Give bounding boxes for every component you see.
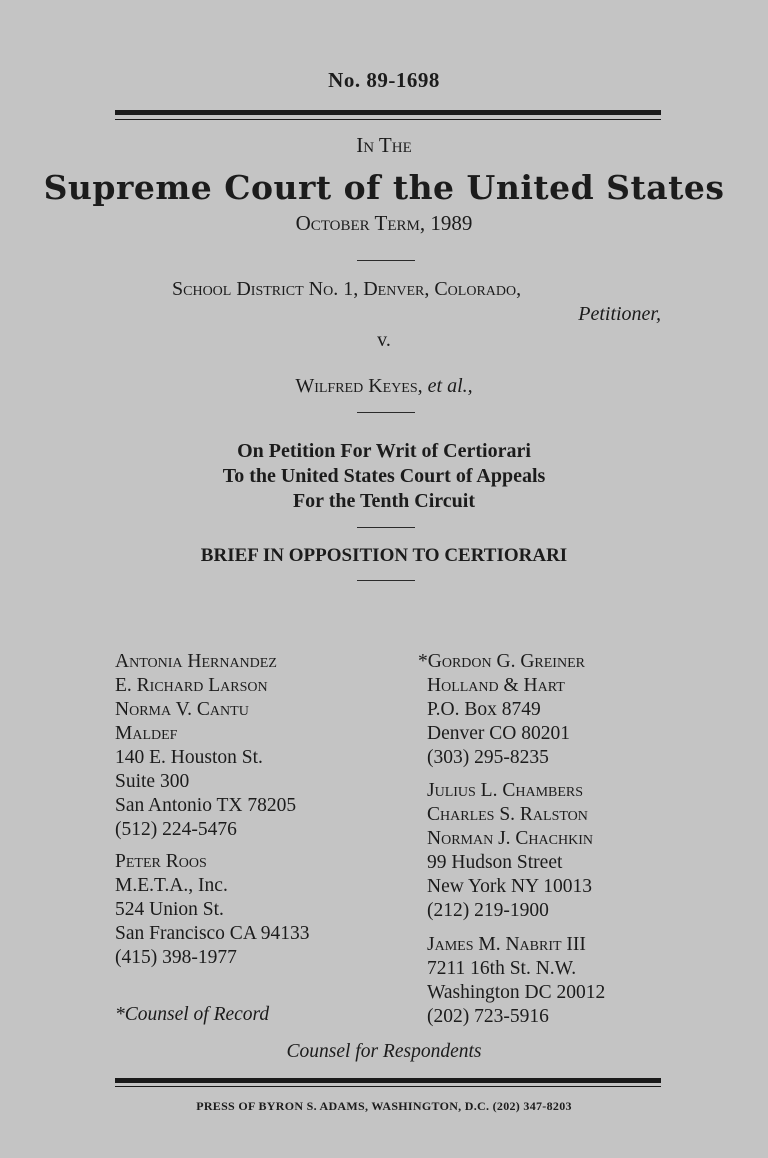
petitioner-role: Petitioner, bbox=[578, 303, 661, 325]
counsel-right-group-3 bbox=[427, 933, 605, 1029]
counsel-name: Antonia Hernandez bbox=[115, 651, 277, 672]
counsel-phone: (415) 398-1977 bbox=[115, 947, 237, 968]
counsel-street: 524 Union St. bbox=[115, 899, 224, 920]
printer-imprint: PRESS OF BYRON S. ADAMS, WASHINGTON, D.C. (202) 347-8203 bbox=[196, 1099, 572, 1113]
counsel-street: 140 E. Houston St. bbox=[115, 747, 263, 768]
brief-title: BRIEF IN OPPOSITION TO CERTIORARI bbox=[200, 545, 568, 566]
bottom-rule-thin bbox=[115, 1086, 661, 1087]
counsel-street: 7211 16th St. N.W. bbox=[427, 958, 577, 979]
counsel-for-respondents: Counsel for Respondents bbox=[286, 1041, 482, 1062]
docket-number: No. 89-1698 bbox=[328, 68, 440, 92]
counsel-suite: Suite 300 bbox=[115, 771, 190, 792]
counsel-phone: (512) 224-5476 bbox=[115, 819, 237, 840]
divider-1 bbox=[357, 260, 415, 261]
counsel-left-group-1 bbox=[115, 650, 296, 842]
counsel-street: 99 Hudson Street bbox=[427, 852, 563, 873]
counsel-firm: Holland & Hart bbox=[427, 675, 565, 696]
petition-line-2: To the United States Court of Appeals bbox=[222, 465, 546, 487]
respondent-name: Wilfred Keyes, bbox=[295, 375, 423, 397]
counsel-city: San Francisco CA 94133 bbox=[115, 923, 310, 944]
top-rule-thick bbox=[115, 110, 661, 115]
bottom-rule-thick bbox=[115, 1078, 661, 1083]
counsel-name: Peter Roos bbox=[115, 851, 207, 872]
petition-line-1: On Petition For Writ of Certiorari bbox=[237, 440, 531, 462]
counsel-name: E. Richard Larson bbox=[115, 675, 268, 696]
counsel-right-group-1 bbox=[418, 650, 585, 770]
respondent-etal: et al., bbox=[427, 375, 473, 397]
counsel-organization: Maldef bbox=[115, 723, 178, 744]
counsel-phone: (212) 219-1900 bbox=[427, 900, 549, 921]
versus: v. bbox=[377, 329, 391, 351]
counsel-name: *Gordon G. Greiner bbox=[418, 651, 585, 672]
petitioner-name: School District No. 1, Denver, Colorado, bbox=[172, 278, 522, 300]
court-name: Supreme Court of the United States bbox=[43, 168, 725, 207]
counsel-phone: (202) 723-5916 bbox=[427, 1006, 549, 1027]
counsel-name: James M. Nabrit III bbox=[427, 934, 586, 955]
top-rule-thin bbox=[115, 119, 661, 120]
counsel-phone: (303) 295-8235 bbox=[427, 747, 549, 768]
counsel-right-group-2 bbox=[427, 779, 593, 923]
divider-3 bbox=[357, 527, 415, 528]
counsel-name: Charles S. Ralston bbox=[427, 804, 588, 825]
divider-2 bbox=[357, 412, 415, 413]
counsel-name: Norma V. Cantu bbox=[115, 699, 249, 720]
counsel-left-group-2 bbox=[115, 850, 309, 970]
counsel-organization: M.E.T.A., Inc. bbox=[115, 875, 228, 896]
court-term: October Term, 1989 bbox=[295, 211, 473, 235]
counsel-city: Denver CO 80201 bbox=[427, 723, 570, 744]
counsel-box: P.O. Box 8749 bbox=[427, 699, 541, 720]
counsel-of-record-note: *Counsel of Record bbox=[115, 1004, 270, 1025]
counsel-city: New York NY 10013 bbox=[427, 876, 593, 897]
counsel-city: San Antonio TX 78205 bbox=[115, 795, 297, 816]
petition-line-3: For the Tenth Circuit bbox=[292, 490, 476, 512]
counsel-name: Norman J. Chachkin bbox=[427, 828, 593, 849]
counsel-city: Washington DC 20012 bbox=[427, 982, 606, 1003]
in-the-label: In The bbox=[356, 133, 412, 157]
respondent bbox=[0, 375, 768, 398]
counsel-name: Julius L. Chambers bbox=[427, 780, 584, 801]
divider-4 bbox=[357, 580, 415, 581]
